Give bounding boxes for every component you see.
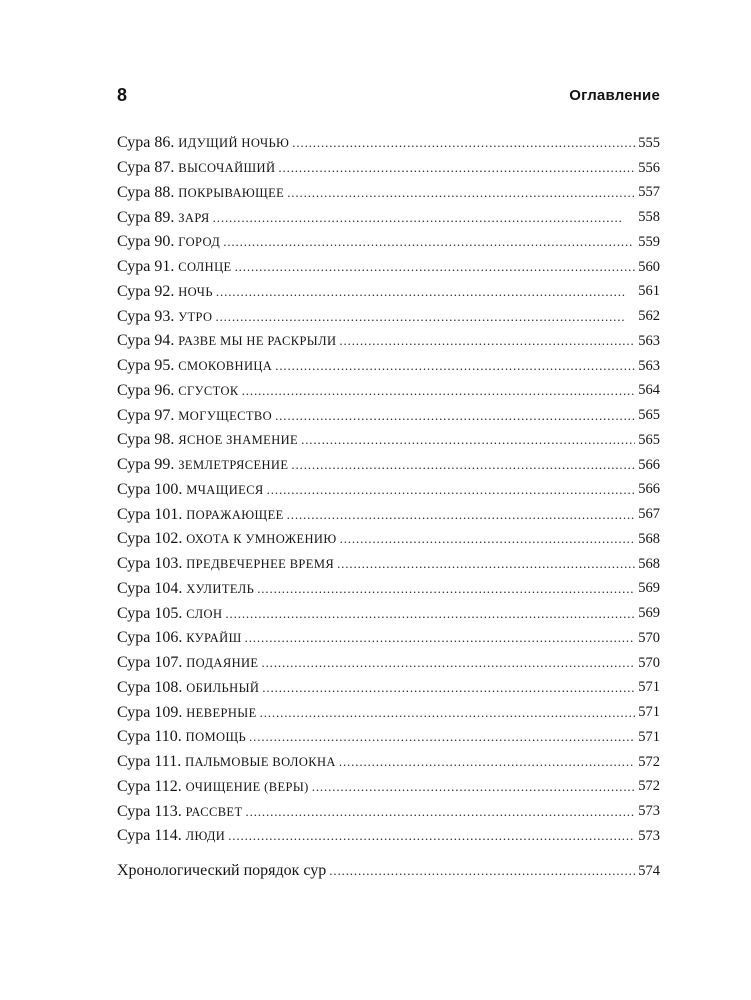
toc-entry-title <box>117 258 232 276</box>
dot-leader <box>215 308 635 326</box>
toc-entry <box>117 354 660 379</box>
toc-entry-page: 569 <box>638 605 660 622</box>
toc-entry-title <box>117 332 336 350</box>
toc-entry-page: 556 <box>638 159 660 176</box>
toc-entry-page: 573 <box>638 827 660 844</box>
toc-entry <box>117 379 660 404</box>
sura-number: Сура 87. <box>117 159 175 177</box>
sura-number: Сура 92. <box>117 282 175 300</box>
sura-name: ЗЕМЛЕТРЯСЕНИЕ <box>178 458 289 473</box>
toc-entry-page: 568 <box>638 555 660 572</box>
toc-entry-page: 571 <box>638 679 660 696</box>
toc-entry <box>117 131 660 156</box>
toc-entry-page: 565 <box>638 431 660 448</box>
toc-entry <box>117 626 660 651</box>
sura-name: ПОМОЩЬ <box>185 730 247 745</box>
toc-entry-title <box>117 407 272 425</box>
sura-name: ГОРОД <box>178 235 221 250</box>
toc-entry-title <box>117 283 213 301</box>
toc-entry-title <box>117 555 334 573</box>
toc-entry <box>117 304 660 329</box>
sura-name: СЛОН <box>186 606 223 621</box>
sura-name: ПОДАЯНИЕ <box>186 656 259 671</box>
sura-name: ИДУЩИЙ НОЧЬЮ <box>178 136 290 151</box>
toc-entry-page: 567 <box>638 506 660 523</box>
toc-entry <box>117 255 660 280</box>
sura-number: Сура 97. <box>117 406 175 424</box>
sura-name: СМОКОВНИЦА <box>178 359 273 374</box>
sura-name: ОБИЛЬНЫЙ <box>186 680 260 695</box>
sura-name: РАЗВЕ МЫ НЕ РАСКРЫЛИ <box>178 334 337 349</box>
toc-entry-title <box>117 580 254 598</box>
sura-name: ОЧИЩЕНИЕ (ВЕРЫ) <box>185 779 309 794</box>
toc-entry <box>117 527 660 552</box>
toc-entry <box>117 725 660 750</box>
toc-entry <box>117 205 660 230</box>
toc-entry-title <box>117 778 309 796</box>
toc-entry <box>117 428 660 453</box>
toc-entry-page: 570 <box>638 654 660 671</box>
toc-entry <box>117 230 660 255</box>
sura-name: ПОКРЫВАЮЩЕЕ <box>178 185 285 200</box>
toc-entry-page: 562 <box>638 308 660 325</box>
dot-leader <box>287 506 636 524</box>
sura-number: Сура 109. <box>117 703 183 721</box>
sura-number: Сура 96. <box>117 381 175 399</box>
sura-number: Сура 107. <box>117 654 183 672</box>
toc-entry-page: 573 <box>638 803 660 820</box>
toc-entry <box>117 181 660 206</box>
sura-name: НОЧЬ <box>178 284 213 299</box>
dot-leader <box>275 357 635 375</box>
toc-entry <box>117 676 660 701</box>
toc-entry <box>117 156 660 181</box>
toc-entry-title <box>117 654 258 672</box>
sura-number: Сура 103. <box>117 555 183 573</box>
dot-leader <box>261 654 635 672</box>
toc-entry-title <box>117 481 264 499</box>
toc-entry-title <box>117 233 220 251</box>
dot-leader <box>292 134 635 152</box>
toc-entry-page: 570 <box>638 629 660 646</box>
toc-entry-chronological-order <box>117 858 660 884</box>
dot-leader <box>312 778 636 796</box>
sura-number: Сура 113. <box>117 802 182 820</box>
dot-leader <box>262 679 635 697</box>
toc-entry <box>117 280 660 305</box>
sura-number: Сура 90. <box>117 233 175 251</box>
toc-entry-title <box>117 209 210 227</box>
dot-leader <box>260 704 636 722</box>
toc-entry-title <box>117 357 272 375</box>
sura-name: КУРАЙШ <box>186 631 242 646</box>
sura-name: НЕВЕРНЫЕ <box>186 705 257 720</box>
toc-entry-title <box>117 605 222 623</box>
sura-name: ПОРАЖАЮЩЕЕ <box>186 507 284 522</box>
sura-number: Сура 94. <box>117 332 175 350</box>
toc-entry-page: 555 <box>638 134 660 151</box>
toc-entry <box>117 750 660 775</box>
toc-entry-page: 568 <box>638 530 660 547</box>
sura-number: Сура 93. <box>117 307 175 325</box>
toc-entry-title <box>117 134 289 152</box>
toc-entry-page: 557 <box>638 184 660 201</box>
toc-entry-title <box>117 803 243 821</box>
toc-entry <box>117 453 660 478</box>
dot-leader <box>228 827 635 845</box>
toc-entry-title <box>117 679 259 697</box>
table-of-contents <box>117 131 660 849</box>
toc-entry <box>117 502 660 527</box>
dot-leader <box>213 209 636 227</box>
dot-leader <box>245 629 636 647</box>
toc-entry-title <box>117 431 298 449</box>
toc-entry-page: 559 <box>638 233 660 250</box>
sura-number: Сура 98. <box>117 431 175 449</box>
toc-entry <box>117 824 660 849</box>
dot-leader <box>267 481 636 499</box>
toc-entry <box>117 651 660 676</box>
dot-leader <box>287 184 635 202</box>
dot-leader <box>275 407 635 425</box>
toc-entry-page: 566 <box>638 456 660 473</box>
sura-number: Сура 105. <box>117 604 183 622</box>
toc-entry-title <box>117 308 212 326</box>
dot-leader <box>235 258 636 276</box>
sura-number: Сура 101. <box>117 505 183 523</box>
page-header <box>117 80 660 110</box>
dot-leader <box>225 605 635 623</box>
sura-number: Сура 114. <box>117 827 182 845</box>
sura-number: Сура 88. <box>117 183 175 201</box>
sura-number: Сура 89. <box>117 208 175 226</box>
toc-entry-page: 561 <box>638 283 660 300</box>
toc-entry-title <box>117 704 257 722</box>
toc-entry-page: 572 <box>638 778 660 795</box>
toc-entry-page: 569 <box>638 580 660 597</box>
dot-leader <box>291 456 635 474</box>
dot-leader <box>257 580 635 598</box>
sura-number: Сура 112. <box>117 777 182 795</box>
sura-name: ПАЛЬМОВЫЕ ВОЛОКНА <box>185 755 336 770</box>
toc-entry <box>117 799 660 824</box>
toc-entry-page: 558 <box>638 209 660 226</box>
sura-name: МОГУЩЕСТВО <box>178 408 273 423</box>
toc-entry-title <box>117 530 337 548</box>
toc-entry-page: 565 <box>638 407 660 424</box>
dot-leader <box>246 803 636 821</box>
dot-leader <box>242 382 636 400</box>
toc-entry-page: 563 <box>638 332 660 349</box>
sura-name: РАССВЕТ <box>185 804 243 819</box>
toc-entry <box>117 577 660 602</box>
sura-name: УТРО <box>178 309 213 324</box>
dot-leader <box>301 431 635 449</box>
toc-entry-title <box>117 506 284 524</box>
running-title: Оглавление <box>569 86 660 104</box>
sura-name: ЯСНОЕ ЗНАМЕНИЕ <box>178 433 299 448</box>
toc-entry-title <box>117 159 275 177</box>
dot-leader <box>339 332 635 350</box>
toc-entry-title <box>117 382 239 400</box>
dot-leader <box>249 728 635 746</box>
toc-entry-page: 571 <box>638 704 660 721</box>
sura-number: Сура 111. <box>117 753 182 771</box>
toc-entry <box>117 552 660 577</box>
sura-name: ХУЛИТЕЛЬ <box>186 581 255 596</box>
sura-name: МЧАЩИЕСЯ <box>186 482 264 497</box>
toc-entry-page: 574 <box>638 862 660 879</box>
dot-leader <box>329 862 635 880</box>
toc-entry <box>117 329 660 354</box>
dot-leader <box>339 753 635 771</box>
sura-number: Сура 95. <box>117 357 175 375</box>
sura-name: ЗАРЯ <box>178 210 210 225</box>
sura-name: СГУСТОК <box>178 383 239 398</box>
toc-entry-title <box>117 753 336 771</box>
dot-leader <box>337 555 635 573</box>
sura-number: Сура 100. <box>117 480 183 498</box>
toc-entry <box>117 478 660 503</box>
toc-entry-page: 564 <box>638 382 660 399</box>
toc-entry <box>117 601 660 626</box>
sura-name: ПРЕДВЕЧЕРНЕЕ ВРЕМЯ <box>186 557 335 572</box>
sura-name: СОЛНЦЕ <box>178 260 232 275</box>
sura-number: Сура 102. <box>117 530 183 548</box>
toc-entry-title <box>117 629 242 647</box>
sura-number: Сура 106. <box>117 629 183 647</box>
toc-entry-title <box>117 728 246 746</box>
toc-entry-title <box>117 827 225 845</box>
dot-leader <box>340 530 636 548</box>
dot-leader <box>216 283 635 301</box>
toc-entry-title: Хронологический порядок сур <box>117 862 327 879</box>
toc-entry <box>117 775 660 800</box>
toc-entry-page: 572 <box>638 753 660 770</box>
page-number: 8 <box>117 84 128 105</box>
toc-entry <box>117 700 660 725</box>
sura-name: ОХОТА К УМНОЖЕНИЮ <box>186 532 337 547</box>
toc-entry-page: 563 <box>638 357 660 374</box>
toc-entry-page: 571 <box>638 728 660 745</box>
toc-entry-page: 566 <box>638 481 660 498</box>
dot-leader <box>223 233 635 251</box>
sura-number: Сура 104. <box>117 579 183 597</box>
toc-entry <box>117 403 660 428</box>
sura-number: Сура 91. <box>117 258 175 276</box>
sura-name: ВЫСОЧАЙШИЙ <box>178 161 276 176</box>
toc-entry-page: 560 <box>638 258 660 275</box>
sura-number: Сура 108. <box>117 678 183 696</box>
sura-number: Сура 110. <box>117 728 182 746</box>
sura-number: Сура 86. <box>117 134 175 152</box>
dot-leader <box>278 159 635 177</box>
toc-entry-title <box>117 456 288 474</box>
sura-number: Сура 99. <box>117 456 175 474</box>
toc-entry-title <box>117 184 284 202</box>
sura-name: ЛЮДИ <box>185 829 226 844</box>
